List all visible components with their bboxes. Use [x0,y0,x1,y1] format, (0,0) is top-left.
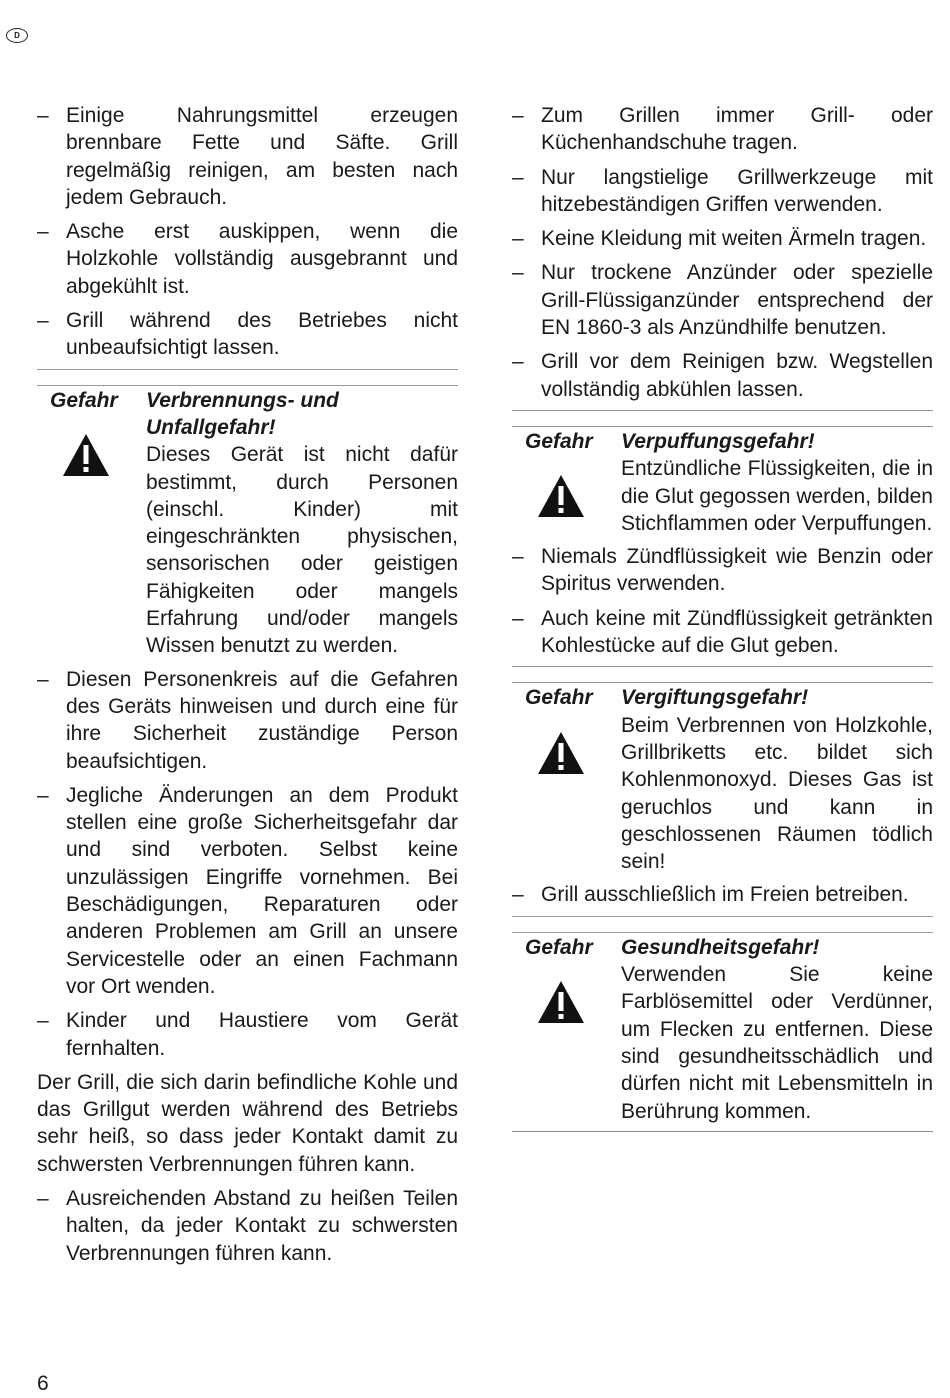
warning-box-burn [37,369,458,666]
list-item [512,881,933,908]
warning-title: Gesundheitsgefahr! [621,935,820,959]
list-item [37,1007,458,1062]
right-column [512,102,933,1139]
dash-bullet: – [512,165,524,189]
warning-title: Vergiftungsgefahr! [621,686,809,710]
warning-text: Verwenden Sie keine Farblösemittel oder Verdünner, um Flecken zu entfernen. Diese sind gesundheitsschädlich und dürfen nicht mit Lebensmitteln in Berührung kommen. [621,963,933,1123]
list-item-text: Grill während des Betriebes nicht unbeaufsichtigt lassen. [66,309,458,360]
list-item-text: Grill vor dem Reinigen bzw. Wegstellen vollständig abkühlen lassen. [541,350,933,401]
warning-box-poisoning [512,666,933,881]
list-item [512,102,933,157]
dash-bullet: – [37,1009,49,1033]
warning-label: Gefahr [525,935,593,959]
list-item [512,259,933,341]
warning-triangle-icon [536,730,586,776]
list-item [37,1185,458,1267]
list-item-text: Auch keine mit Zündflüssigkeit getränkten Kohlestücke auf die Glut geben. [541,606,933,658]
dash-bullet: – [37,104,49,127]
dash-bullet: – [512,545,524,569]
list-item-text: Asche erst auskippen, wenn die Holzkohle vollständig ausgebrannt und abgekühlt ist. [66,220,458,298]
list-item [37,307,458,362]
list-item-text: Kinder und Haustiere vom Gerät fernhalten. [66,1009,458,1060]
warning-label: Gefahr [525,686,593,710]
language-badge: D [6,28,28,43]
list-item-text: Grill ausschließlich im Freien betreiben. [541,883,909,907]
dash-bullet: – [37,783,49,807]
warning-text: Dieses Gerät ist nicht dafür bestimmt, durch Personen (einschl. Kinder) mit eingeschränkten physischen, sensorischen oder geistigen Fähigkeiten oder mangels Erfahrung und/oder mangels Wissen benutzt zu werden. [146,443,458,658]
list-item-text: Einige Nahrungsmittel erzeugen brennbare Fette und Säfte. Grill regelmäßig reinigen, am besten nach jedem Gebrauch. [66,104,458,209]
warning-text: Entzündliche Flüssigkeiten, die in die Glut gegossen werden, bilden Stichflammen oder Verpuffungen. [621,457,933,535]
list-item [512,605,933,660]
list-item [512,164,933,219]
dash-bullet: – [37,309,49,333]
list-item [512,543,933,598]
dash-bullet: – [37,220,49,244]
warning-box-deflagration [512,410,933,543]
dash-bullet: – [512,883,524,907]
dash-bullet: – [512,606,524,630]
warning-label: Gefahr [50,388,118,412]
body-paragraph: Der Grill, die sich darin befindliche Kohle und das Grillgut werden während des Betriebs sehr heiß, so dass jeder Kontakt damit zu schwersten Verbrennungen führen kann. [37,1070,458,1176]
list-item-text: Diesen Personenkreis auf die Gefahren des Geräts hinweisen und durch eine für ihre Sicherheit zuständige Person beaufsichtigen. [66,667,458,773]
dash-bullet: – [37,667,49,691]
warning-triangle-icon [536,473,586,519]
warning-text: Beim Verbrennen von Holzkohle, Grillbriketts etc. bildet sich Kohlenmonoxyd. Dieses Gas ist geruchlos und kann in geschlossenen Räumen tödlich sein! [621,713,933,874]
dash-bullet: – [512,227,524,251]
warning-triangle-icon [536,979,586,1025]
warning-title: Verbrennungs- und Unfallgefahr! [146,388,339,439]
dash-bullet: – [512,104,524,127]
left-column [37,102,458,1274]
list-item-text: Keine Kleidung mit weiten Ärmeln tragen. [541,227,927,251]
list-item [37,102,458,211]
warning-title: Verpuffungsgefahr! [621,429,815,453]
list-item-text: Jegliche Änderungen an dem Produkt stellen eine große Sicherheitsgefahr dar und sind verboten. Selbst keine unzulässigen Eingriffe vornehmen. Bei Beschädigungen, Reparaturen oder anderen Problemen am Grill an unsere Servicestelle oder an einen Fachmann vor Ort wenden. [66,783,458,998]
list-item-text: Zum Grillen immer Grill- oder Küchenhandschuhe tragen. [541,104,933,155]
list-item-text: Ausreichenden Abstand zu heißen Teilen halten, da jeder Kontakt zu schwersten Verbrennungen führen kann. [66,1186,458,1265]
page-number: 6 [37,1372,49,1395]
list-item [37,666,458,775]
list-item-text: Nur langstielige Grillwerkzeuge mit hitzebeständigen Griffen verwenden. [541,165,933,216]
list-item [512,348,933,403]
list-item [512,225,933,252]
list-item-text: Nur trockene Anzünder oder spezielle Grill-Flüssiganzünder entsprechend der EN 1860-3 als Anzündhilfe benutzen. [541,261,933,340]
dash-bullet: – [512,350,524,374]
warning-label: Gefahr [525,429,593,453]
dash-bullet: – [37,1186,49,1210]
warning-box-health [512,916,933,1132]
dash-bullet: – [512,261,524,285]
list-item-text: Niemals Zündflüssigkeit wie Benzin oder Spiritus verwenden. [541,545,933,596]
warning-triangle-icon [61,432,111,478]
list-item [37,782,458,1000]
list-item [37,218,458,300]
